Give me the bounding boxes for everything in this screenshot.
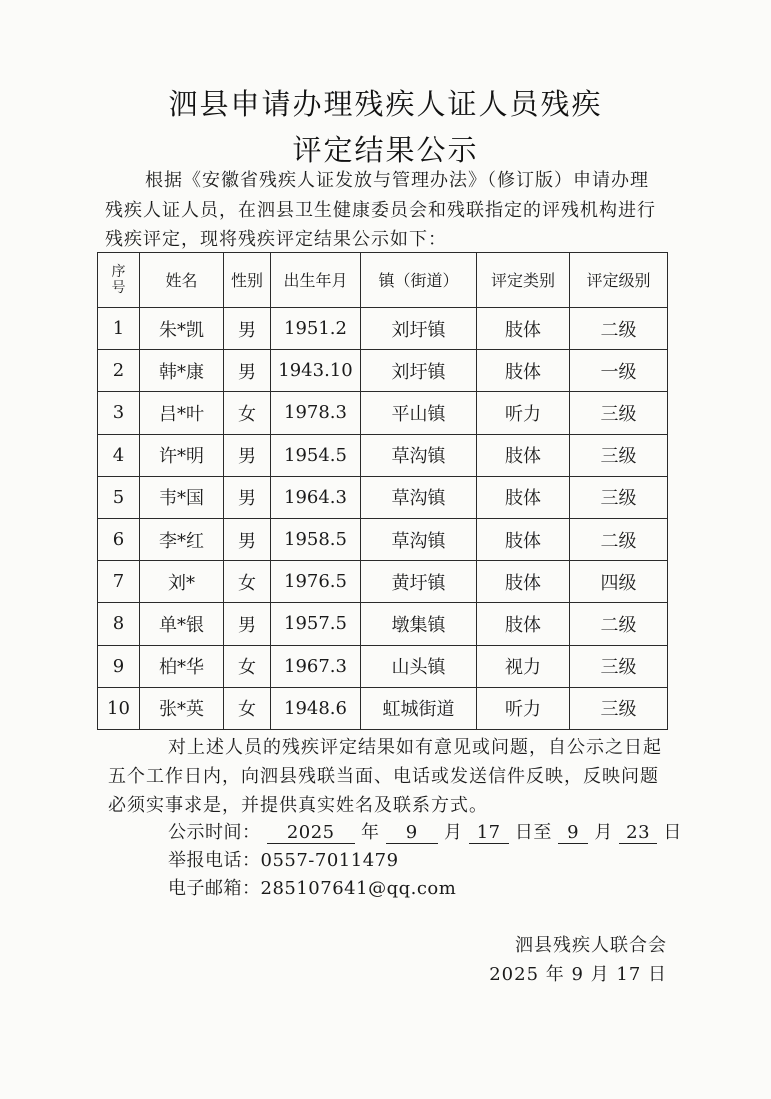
table-row [98, 561, 668, 603]
cell-gender: 男 [224, 350, 271, 392]
cell-birth: 1958.5 [271, 518, 361, 560]
intro-paragraph: 根据《安徽省残疾人证发放与管理办法》（修订版）申请办理残疾人证人员，在泗县卫生健康委员会和残联指定的评残机构进行残疾评定，现将残疾评定结果公示如下： [105, 170, 656, 250]
year-char: 年 [360, 822, 380, 843]
cell-category: 肢体 [477, 518, 570, 560]
cell-level: 二级 [570, 308, 668, 350]
cell-birth: 1978.3 [271, 392, 361, 434]
signature-date: 2025 年 9 月 17 日 [489, 964, 667, 985]
cell-town: 刘圩镇 [361, 350, 477, 392]
table-row [98, 392, 668, 434]
end-day: 23 [619, 823, 657, 844]
header-birth: 出生年月 [271, 253, 361, 308]
cell-gender: 女 [224, 392, 271, 434]
cell-name: 韩*康 [140, 350, 224, 392]
cell-category: 肢体 [477, 350, 570, 392]
cell-town: 平山镇 [361, 392, 477, 434]
table-row [98, 687, 668, 729]
cell-town: 虹城街道 [361, 687, 477, 729]
cell-town: 草沟镇 [361, 434, 477, 476]
cell-index: 8 [98, 603, 140, 645]
signature-org: 泗县残疾人联合会 [515, 935, 667, 956]
table-row [98, 518, 668, 560]
table-row [98, 434, 668, 476]
start-day: 17 [469, 823, 509, 844]
email-address: 285107641@qq.com [260, 878, 457, 899]
month-char: 月 [443, 822, 463, 843]
cell-level: 一级 [570, 350, 668, 392]
cell-birth: 1951.2 [271, 308, 361, 350]
cell-index: 4 [98, 434, 140, 476]
cell-index: 10 [98, 687, 140, 729]
cell-index: 3 [98, 392, 140, 434]
end-month: 9 [558, 823, 588, 844]
cell-birth: 1976.5 [271, 561, 361, 603]
cell-index: 7 [98, 561, 140, 603]
cell-birth: 1954.5 [271, 434, 361, 476]
table-header-row [98, 253, 668, 308]
cell-birth: 1967.3 [271, 645, 361, 687]
cell-town: 草沟镇 [361, 476, 477, 518]
cell-town: 刘圩镇 [361, 308, 477, 350]
cell-category: 听力 [477, 687, 570, 729]
cell-gender: 男 [224, 603, 271, 645]
cell-name: 许*明 [140, 434, 224, 476]
hotline-label: 举报电话： [168, 850, 261, 871]
cell-gender: 男 [224, 434, 271, 476]
cell-index: 9 [98, 645, 140, 687]
cell-level: 二级 [570, 518, 668, 560]
cell-category: 肢体 [477, 603, 570, 645]
cell-town: 墩集镇 [361, 603, 477, 645]
cell-category: 听力 [477, 392, 570, 434]
cell-level: 三级 [570, 645, 668, 687]
cell-town: 草沟镇 [361, 518, 477, 560]
cell-name: 柏*华 [140, 645, 224, 687]
cell-name: 吕*叶 [140, 392, 224, 434]
header-gender: 性别 [224, 253, 271, 308]
cell-level: 三级 [570, 392, 668, 434]
document-title-line1: 泗县申请办理残疾人证人员残疾 [168, 87, 603, 121]
cell-category: 肢体 [477, 561, 570, 603]
header-level: 评定级别 [570, 253, 668, 308]
cell-birth: 1943.10 [271, 350, 361, 392]
cell-gender: 男 [224, 518, 271, 560]
assessment-results-table [97, 252, 668, 730]
cell-category: 肢体 [477, 476, 570, 518]
table-row [98, 308, 668, 350]
cell-index: 1 [98, 308, 140, 350]
cell-level: 二级 [570, 603, 668, 645]
header-category: 评定类别 [477, 253, 570, 308]
header-town: 镇（街道） [361, 253, 477, 308]
cell-town: 黄圩镇 [361, 561, 477, 603]
cell-name: 刘* [140, 561, 224, 603]
cell-gender: 女 [224, 645, 271, 687]
cell-level: 三级 [570, 476, 668, 518]
cell-category: 视力 [477, 645, 570, 687]
day-char: 日 [663, 822, 682, 843]
cell-birth: 1964.3 [271, 476, 361, 518]
cell-gender: 男 [224, 476, 271, 518]
header-name: 姓名 [140, 253, 224, 308]
cell-birth: 1957.5 [271, 603, 361, 645]
cell-category: 肢体 [477, 308, 570, 350]
cell-gender: 女 [224, 561, 271, 603]
objection-paragraph: 对上述人员的残疾评定结果如有意见或问题，自公示之日起五个工作日内，向泗县残联当面、电话或发送信件反映，反映问题必须实事求是，并提供真实姓名及联系方式。 [108, 737, 662, 816]
hotline-number: 0557-7011479 [260, 850, 399, 871]
cell-gender: 女 [224, 687, 271, 729]
cell-category: 肢体 [477, 434, 570, 476]
cell-name: 李*红 [140, 518, 224, 560]
cell-name: 张*英 [140, 687, 224, 729]
cell-index: 2 [98, 350, 140, 392]
cell-index: 5 [98, 476, 140, 518]
cell-level: 三级 [570, 434, 668, 476]
start-year: 2025 [267, 823, 355, 844]
table-row [98, 476, 668, 518]
day-to: 日至 [514, 822, 552, 843]
notice-period [168, 818, 682, 844]
cell-name: 韦*国 [140, 476, 224, 518]
email-label: 电子邮箱： [168, 878, 261, 899]
table-row [98, 350, 668, 392]
document-title-line2: 评定结果公示 [292, 133, 479, 167]
table-row [98, 645, 668, 687]
header-index: 序 号 [98, 253, 140, 308]
cell-birth: 1948.6 [271, 687, 361, 729]
email [168, 874, 456, 900]
start-month: 9 [386, 823, 438, 844]
month-char-2: 月 [594, 822, 613, 843]
hotline [168, 846, 399, 872]
cell-name: 朱*凯 [140, 308, 224, 350]
cell-level: 三级 [570, 687, 668, 729]
table-row [98, 603, 668, 645]
cell-level: 四级 [570, 561, 668, 603]
cell-index: 6 [98, 518, 140, 560]
cell-town: 山头镇 [361, 645, 477, 687]
notice-period-label: 公示时间： [168, 822, 261, 843]
cell-gender: 男 [224, 308, 271, 350]
cell-name: 单*银 [140, 603, 224, 645]
